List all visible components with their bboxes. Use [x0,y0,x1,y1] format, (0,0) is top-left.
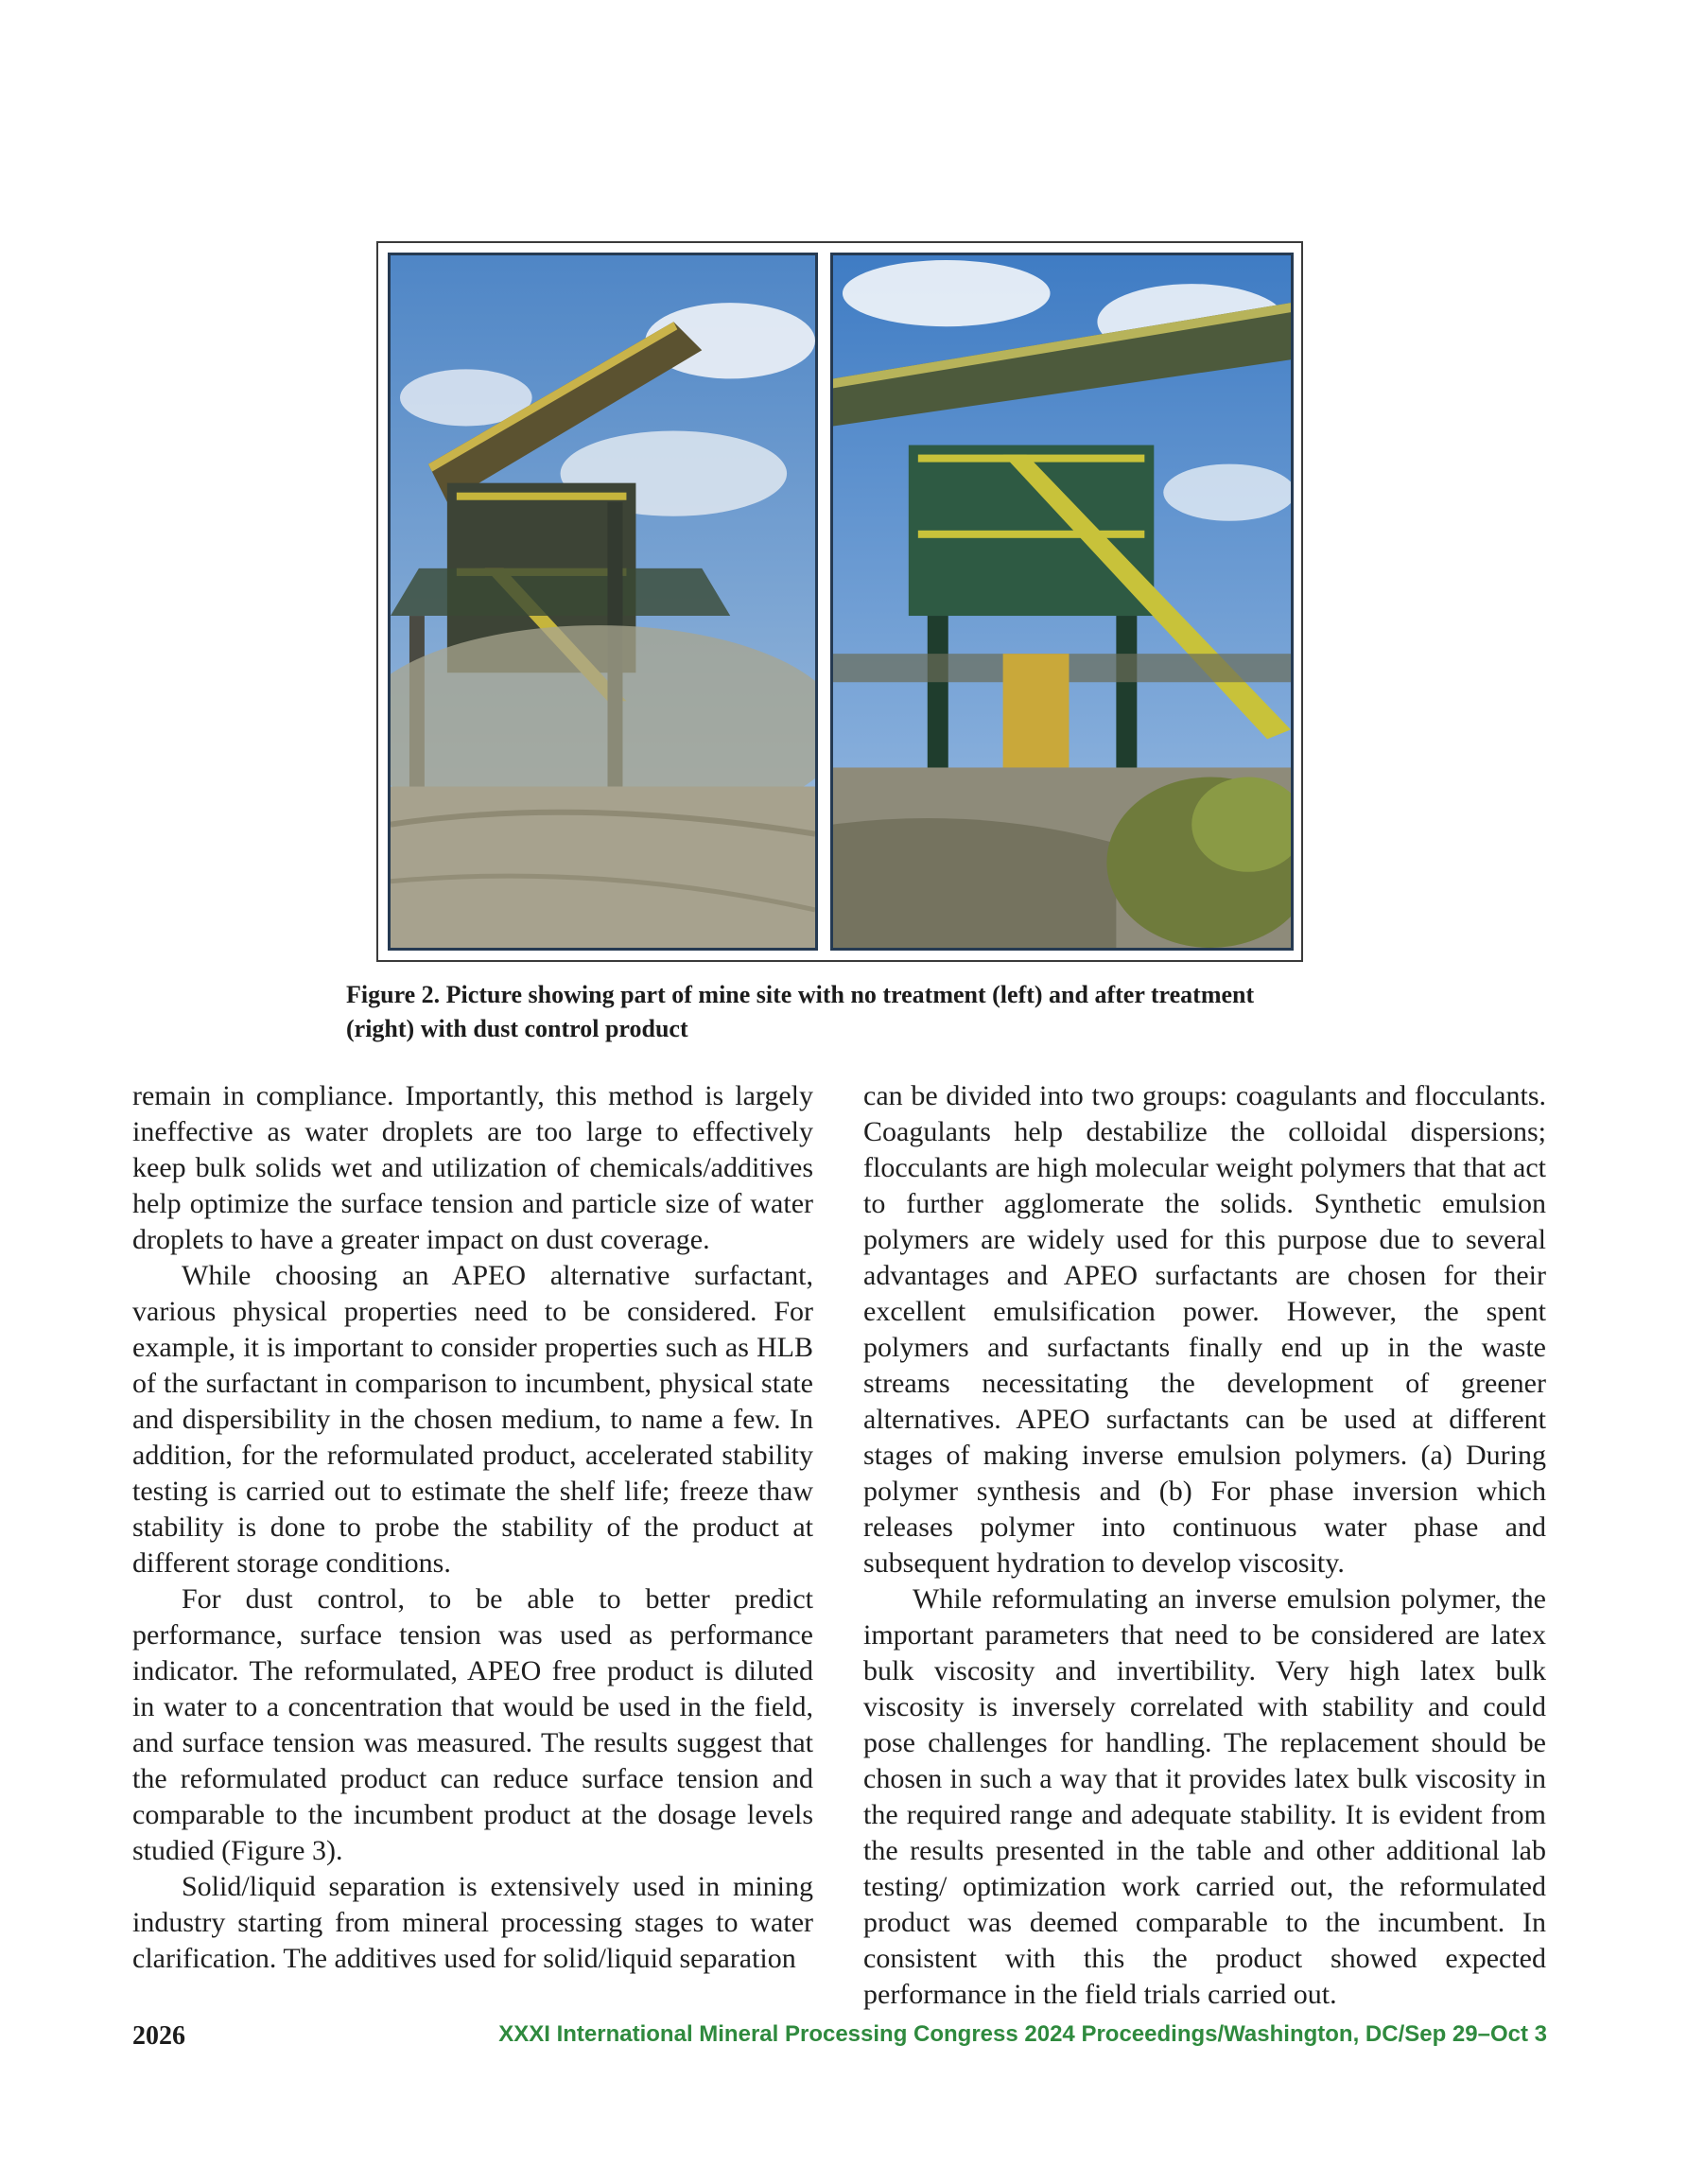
right-column [863,1078,1546,2013]
paragraph: While choosing an APEO alternative surfactant, various physical properties need to be considered. For example, it is important to consider properties such as HLB of the surfactant in comparison to incumbent, physical state and dispersibility in the chosen medium, to name a few. In addition, for the reformulated product, accelerated stability testing is carried out to estimate the shelf life; freeze thaw stability is done to probe the stability of the product at different storage conditions. [132,1260,813,1579]
figure-2 [376,241,1303,962]
photo-after-treatment [830,253,1294,951]
paragraph: Solid/liquid separation is extensively used in mining industry starting from mineral processing stages to water clarification. The additives used for solid/liquid separation [132,1871,813,1974]
paragraph: For dust control, to be able to better predict performance, surface tension was used as performance indicator. The reformulated, APEO free product is diluted in water to a concentration that would be used in the field, and surface tension was measured. The results suggest that the reformulated product can reduce surface tension and comparable to the incumbent product at the dosage levels studied (Figure 3). [132,1583,813,1866]
figure-caption [346,978,1348,1046]
left-column [132,1078,813,1977]
caption-line-1: Figure 2. Picture showing part of mine site with no treatment (left) and after treatment [346,981,1255,1008]
paragraph: can be divided into two groups: coagulants and flocculants. Coagulants help destabilize the colloidal dispersions; flocculants are high molecular weight polymers that that act to further agglomerate the solids. Synthetic emulsion polymers are widely used for this purpose due to several advantages and APEO surfactants are chosen for their excellent emulsification power. However, the spent polymers and surfactants finally end up in the waste streams necessitating the development of greener alternatives. APEO surfactants can be used at different stages of making inverse emulsion polymers. (a) During polymer synthesis and (b) For phase inversion which releases polymer into continuous water phase and subsequent hydration to develop viscosity. [863,1080,1546,1579]
paragraph: remain in compliance. Importantly, this method is largely ineffective as water droplets are too large to effectively keep bulk solids wet and utilization of chemicals/additives help optimize the surface tension and particle size of water droplets to have a greater impact on dust coverage. [132,1080,813,1255]
paragraph: While reformulating an inverse emulsion polymer, the important parameters that need to be considered are latex bulk viscosity and invertibility. Very high latex bulk viscosity is inversely correlated with stability and could pose challenges for handling. The replacement should be chosen in such a way that it provides latex bulk viscosity in the required range and adequate stability. It is evident from the results presented in the table and other additional lab testing/ optimization work carried out, the reformulated product was deemed comparable to the incumbent. In consistent with this the product showed expected performance in the field trials carried out. [863,1583,1546,2010]
caption-line-2: (right) with dust control product [346,1015,688,1042]
running-footer: XXXI International Mineral Processing Congress 2024 Proceedings/Washington, DC/Sep 29–Oct 3 [498,2021,1547,2047]
page-number: 2026 [132,2021,185,2051]
photo-no-treatment [388,253,818,951]
